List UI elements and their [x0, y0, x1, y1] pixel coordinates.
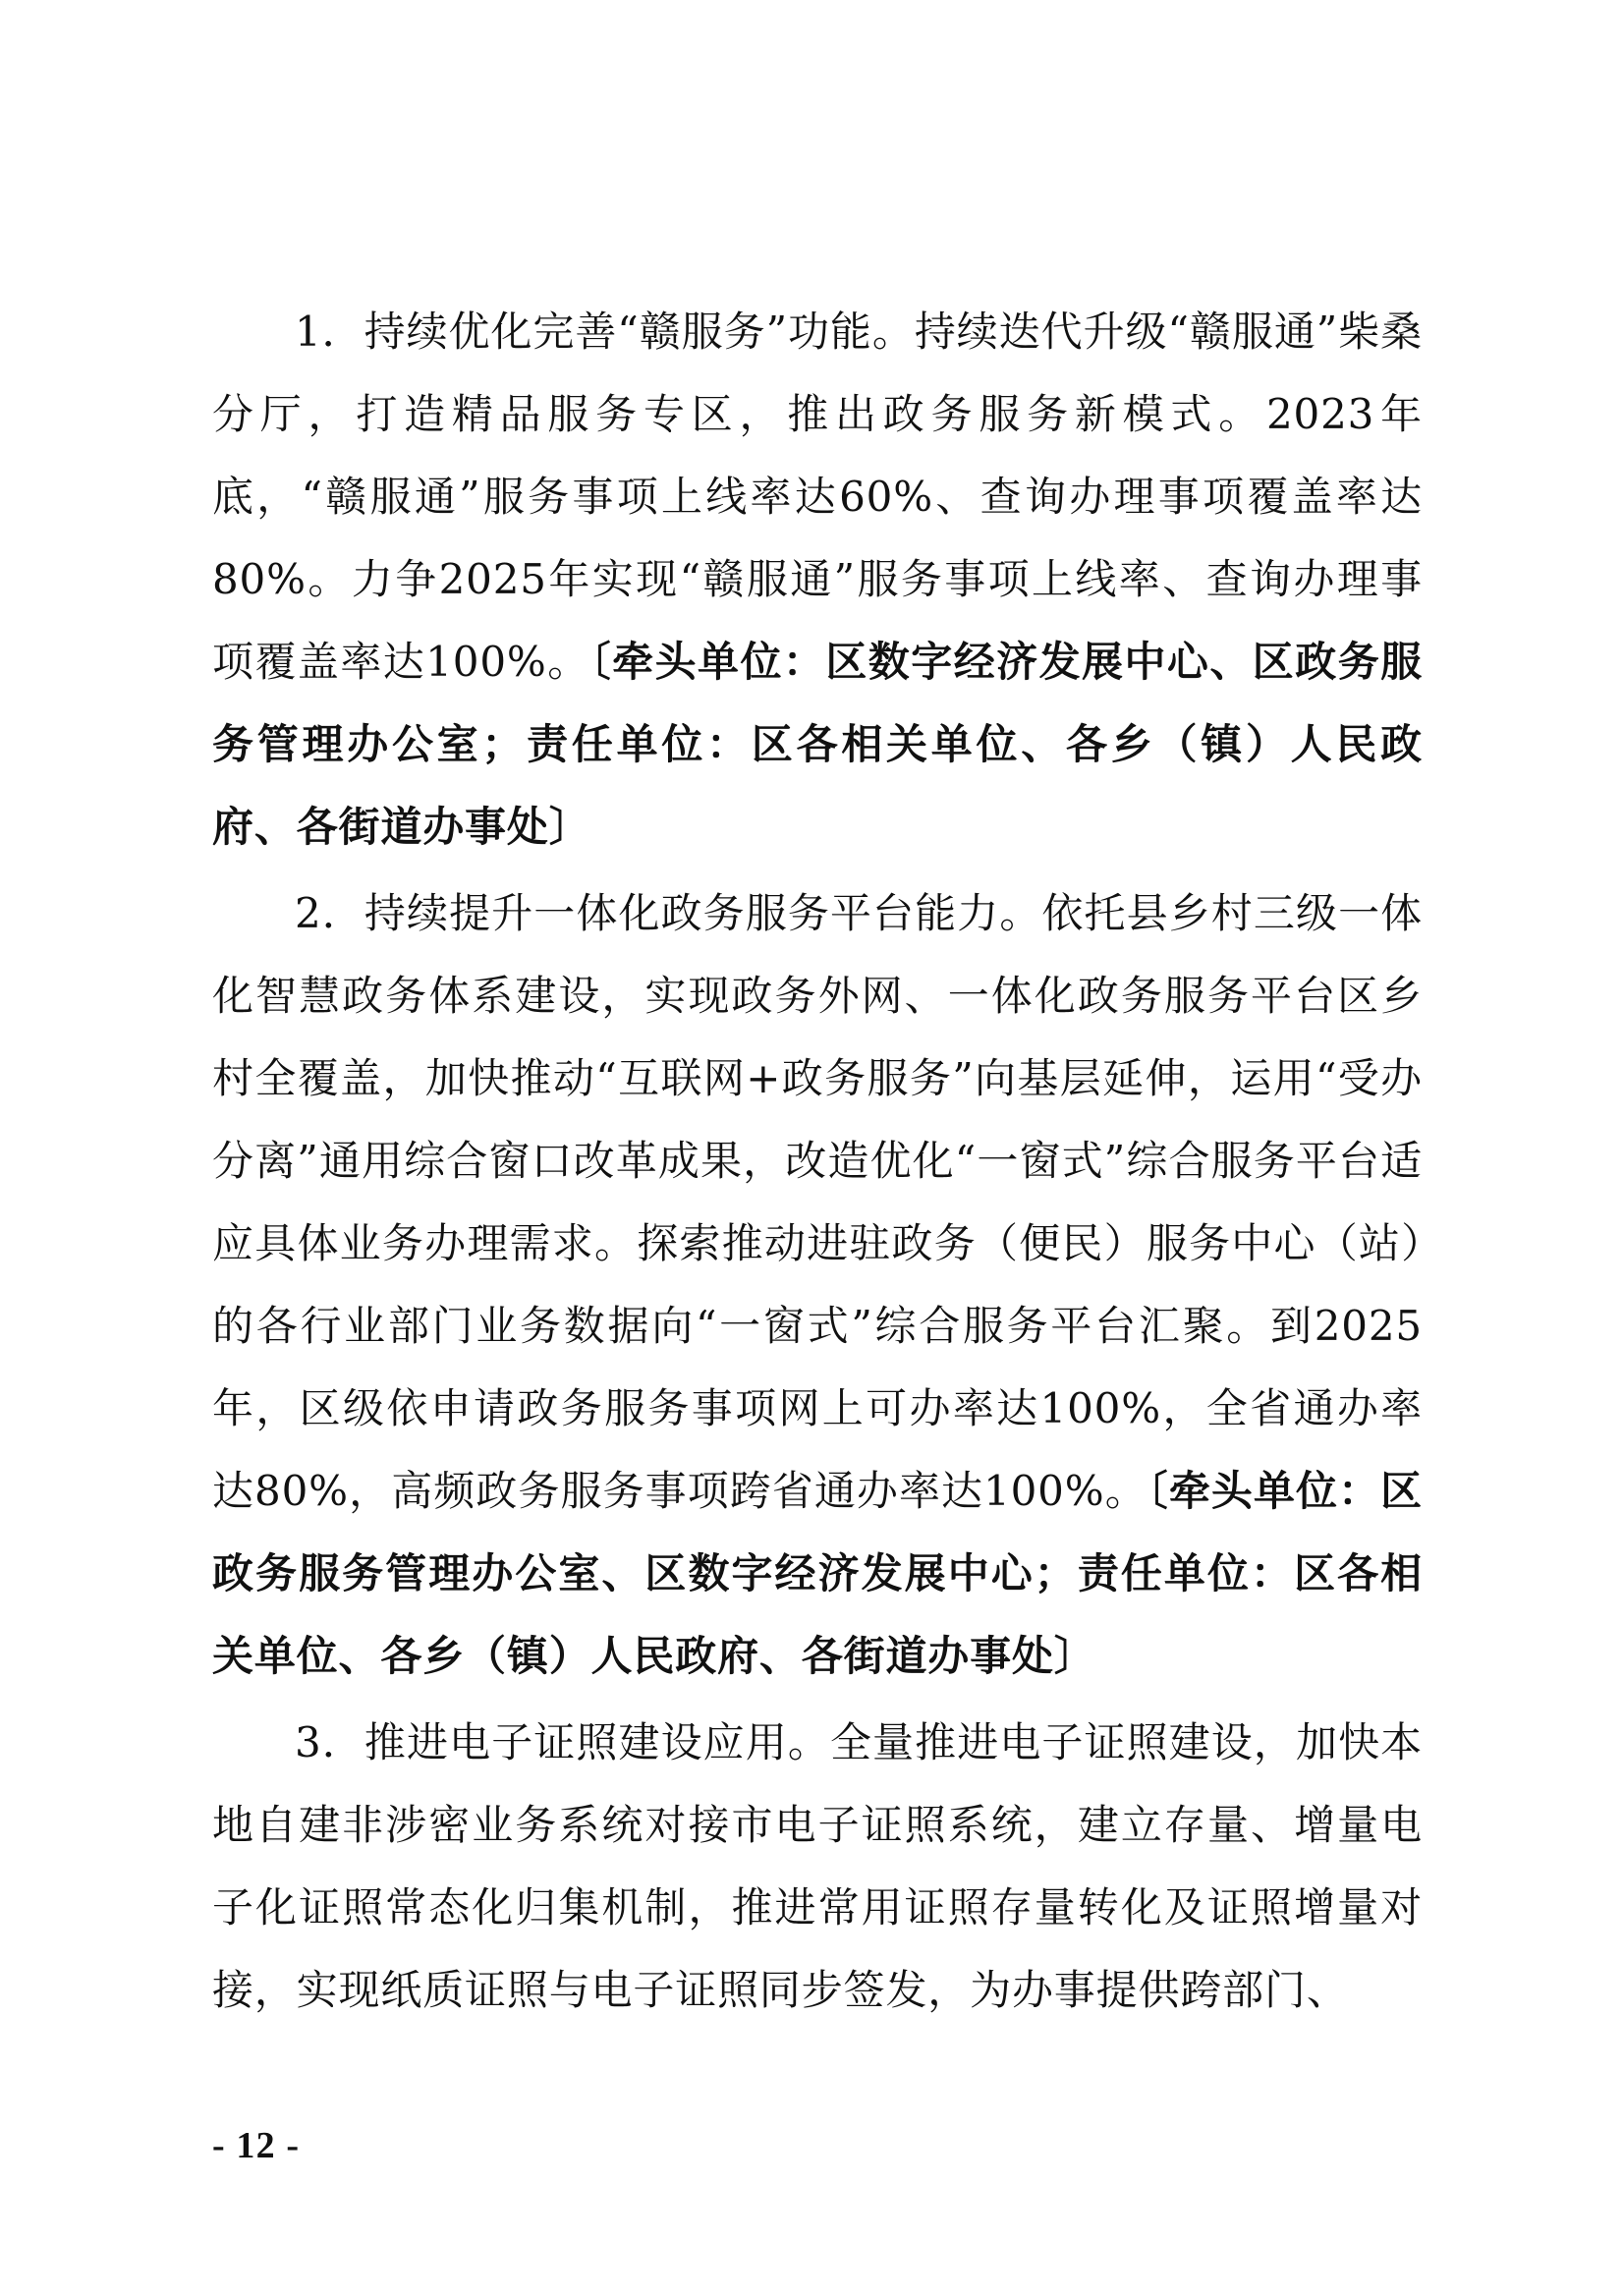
paragraph-1-responsible-units: 〔牵头单位：区数字经济发展中心、区政务服务管理办公室；责任单位：区各相关单位、各乡（镇）人民政府、各街道办事处〕 [212, 638, 1423, 851]
paragraph-2-text: 2．持续提升一体化政务服务平台能力。依托县乡村三级一体化智慧政务体系建设，实现政务外网、一体化政务服务平台区乡村全覆盖，加快推动“互联网+政务服务”向基层延伸，运用“受办分离”通用综合窗口改革成果，改造优化“一窗式”综合服务平台适应具体业务办理需求。探索推动进驻政务（便民）服务中心（站）的各行业部门业务数据向“一窗式”综合服务平台汇聚。到2025年，区级依申请政务服务事项网上可办率达100%，全省通办率达80%，高频政务服务事项跨省通办率达100%。 [212, 889, 1423, 1515]
paragraph-2-responsible-units: 〔牵头单位：区政务服务管理办公室、区数字经济发展中心；责任单位：区各相关单位、各乡（镇）人民政府、各街道办事处〕 [212, 1467, 1423, 1680]
paragraph-3-text: 3．推进电子证照建设应用。全量推进电子证照建设，加快本地自建非涉密业务系统对接市电子证照系统，建立存量、增量电子化证照常态化归集机制，推进常用证照存量转化及证照增量对接，实现纸质证照与电子证照同步签发，为办事提供跨部门、 [212, 1718, 1423, 2014]
paragraph-3 [212, 1702, 1423, 2032]
paragraph-2 [212, 872, 1423, 1698]
body-text [212, 291, 1423, 2036]
page-number: - 12 - [212, 2125, 301, 2166]
paragraph-1-text: 1．持续优化完善“赣服务”功能。持续迭代升级“赣服通”柴桑分厅，打造精品服务专区，推出政务服务新模式。2023年底，“赣服通”服务事项上线率达60%、查询办理事项覆盖率达80%。力争2025年实现“赣服通”服务事项上线率、查询办理事项覆盖率达100%。 [212, 308, 1423, 686]
paragraph-1 [212, 291, 1423, 868]
